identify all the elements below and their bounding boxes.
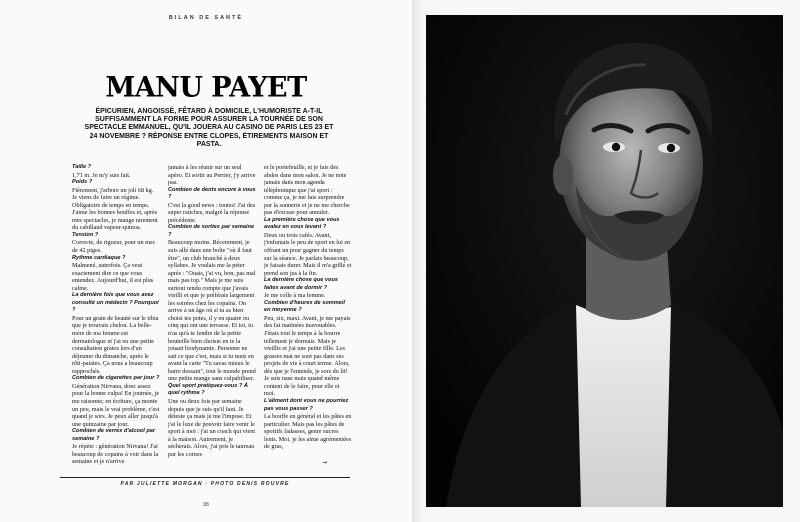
page-number: 88 — [203, 502, 209, 508]
interview-question: La dernière chose que vous faites avant de dormir ? — [264, 277, 338, 291]
spread-gutter — [412, 0, 426, 522]
interview-question: Rythme cardiaque ? — [72, 254, 126, 261]
article-body — [72, 164, 354, 469]
interview-answer: jamais à les réunir sur un seul apéro. Et sortir au Perrier, j'y arrive pas. — [168, 164, 256, 187]
interview-question: L'aliment dont vous ne pourriez pas vous passer ? — [264, 397, 349, 412]
article-column-1 — [72, 164, 160, 469]
byline-credits: PAR JULIETTE MORGAN · PHOTO DENIS ROUVRE — [120, 481, 290, 487]
article-title: MANU PAYET — [105, 71, 307, 104]
interview-answer: Peu, six, maxi. Avant, je me payais des fat matinées inavouables. J'étais tout le temps à la bourre tellement je dormais. Mais je vieillis et j'ai une petite fille. Les grasses mat ne sont pas dans ses projets de vie à court terme. Alors, dès que je l'entends, je sors du lit! Je suis nase mais quand même content de le faire, pour elle et moi. — [264, 314, 351, 398]
interview-question: Combien d'heures de sommeil en moyenne ? — [264, 299, 345, 314]
interview-answer: C'est la good news : toutes! J'ai des super ratiches, malgré la réponse précédente. — [168, 201, 256, 224]
interview-answer: Malmené, autrefois. Ça veut exactement dire ce que vous entendez. Aujourd'hui, il est plus calme. — [72, 262, 154, 292]
article-column-2 — [168, 164, 256, 469]
section-rubric: BILAN DE SANTÉ — [168, 15, 244, 21]
interview-answer: Correcte, de rigueur, pour un mec de 42 piges. — [72, 239, 156, 255]
interview-answer: Génération Nirvana, donc assez pour la bonne culpa! En journée, je me raisonne; en écriture, ça monte un peu, mais le vrai problème, c'est quand je sors. Je peux aller jusqu'à une quinzaine par jour. — [72, 382, 160, 428]
interview-question: Combien de verres d'alcool par semaine ? — [72, 428, 156, 442]
portrait-photo — [426, 15, 783, 507]
interview-question: La première chose que vous avalez en vous levant ? — [264, 216, 340, 231]
interview-question: Combien de cigarettes par jour ? — [72, 375, 160, 382]
interview-answer: Pour un grain de beauté sur le tibia que je trouvais chelou. La belle-mère de ma femme est dermatologue et j'ai eu une petite consultation gratos lors d'un déjeuner du dimanche, après le rôti-patates. Ça nous a beaucoup rapprochés. — [72, 314, 159, 375]
interview-answer: Je me colle à ma femme. — [264, 292, 326, 300]
interview-answer: Une ou deux fois par semaine depuis que je suis qu'il faut. Je déteste ça mais je me l'impose. Et j'ai le luxe de pouvoir faire venir le sport à moi : j'ai un coach qui vient à la maison. Autrement, je sécherais. Alors, j'ai pris le taureau par les cornes — [168, 397, 256, 458]
article-standfirst: ÉPICURIEN, ANGOISSÉ, FÊTARD À DOMICILE, L'HUMORISTE A-T-IL SUFFISAMMENT LA FORME POUR ASSURER LA TOURNÉE DE SON SPECTACLE EMMANUEL, QU'IL JOUERA AU CASINO DE PARIS LES 23 ET 24 NOVEMBRE ? RÉPONSE ENTRE CLOPES, ÉTIREMENTS MAISON ET PASTA. — [84, 108, 334, 148]
interview-answer: 1,71 m. Je m'y suis fait. — [72, 171, 131, 179]
footer-divider — [60, 477, 350, 478]
continue-arrow-icon: → — [322, 459, 328, 466]
interview-answer: Fièrement, j'arbore un joli 68 kg. Je viens de faire un régime. Obligatoire de temps en temps. J'aime les bonnes bouffes et, après mes spectacles, je mange rarement du cabillaud vapeur-quinoa. — [72, 186, 158, 232]
interview-question: La dernière fois que vous avez consulté un médecin ? Pourquoi ? — [72, 292, 159, 314]
interview-answer: et le portefeuille, et je fais des abdos dans mon salon. Je ne note jamais dans mon agenda téléphonique que j'ai sport : comme ça, je me fais surprendre par la sonnerie et je ne me cherche pas d'excuse pour annuler. — [264, 164, 350, 217]
interview-question: Taille ? — [72, 164, 92, 170]
interview-answer: Je répète : génération Nirvana! J'ai beaucoup de copains à voir dans la semaine et je n'arrive — [72, 443, 159, 466]
interview-question: Combien de sorties par semaine ? — [168, 224, 255, 238]
article-column-3 — [264, 164, 352, 469]
interview-question: Tension ? — [72, 231, 99, 238]
portrait-illustration — [426, 15, 783, 507]
interview-question: Quel sport pratiquez-vous ? À quel rythme ? — [168, 382, 248, 397]
interview-answer: La bouffe en général et les pâtes en particulier. Mais pas les pâtes de sportifs fadasses, genre sucres lents. Moi, je les aime agrémentées de gras, — [264, 413, 352, 451]
interview-question: Combien de dents encore à vous ? — [168, 186, 256, 201]
interview-answer: Beaucoup moins. Récemment, je suis allé dans une boîte "où il faut être", un club branché à deux syllabes. Je voulais me la péter après : "Ouais, j'ai vu, bon, pas mal mais pas top." Mais je me suis surtout rendu compte que j'avais vieilli et que je préférais largement les soirées chez les copains. On arrive à un âge où si tu as bien choisi tes potes, il y en quatre ou cinq qui ont une terrasse. Et toi, tu n'as qu'à te fendre de la petite bouteille bien choisie en te la jouant biodynamie. Personne ne sait ce que c'est, mais si tu mets en avant la carte "Tu savas mieux le barre dessain", tout le monde prend une petite mange sans culpabiliser. — [168, 239, 256, 383]
interview-answer: Deux ou trois cafés. Avant, j'enfumais le peu de sport en lui en offrant un pour gagner du temps sur la séance. Je parlais beaucoup, je faisais durer. Mais il m'a grillé et prend son jus à la fin. — [264, 231, 352, 277]
interview-question: Poids ? — [72, 179, 93, 186]
